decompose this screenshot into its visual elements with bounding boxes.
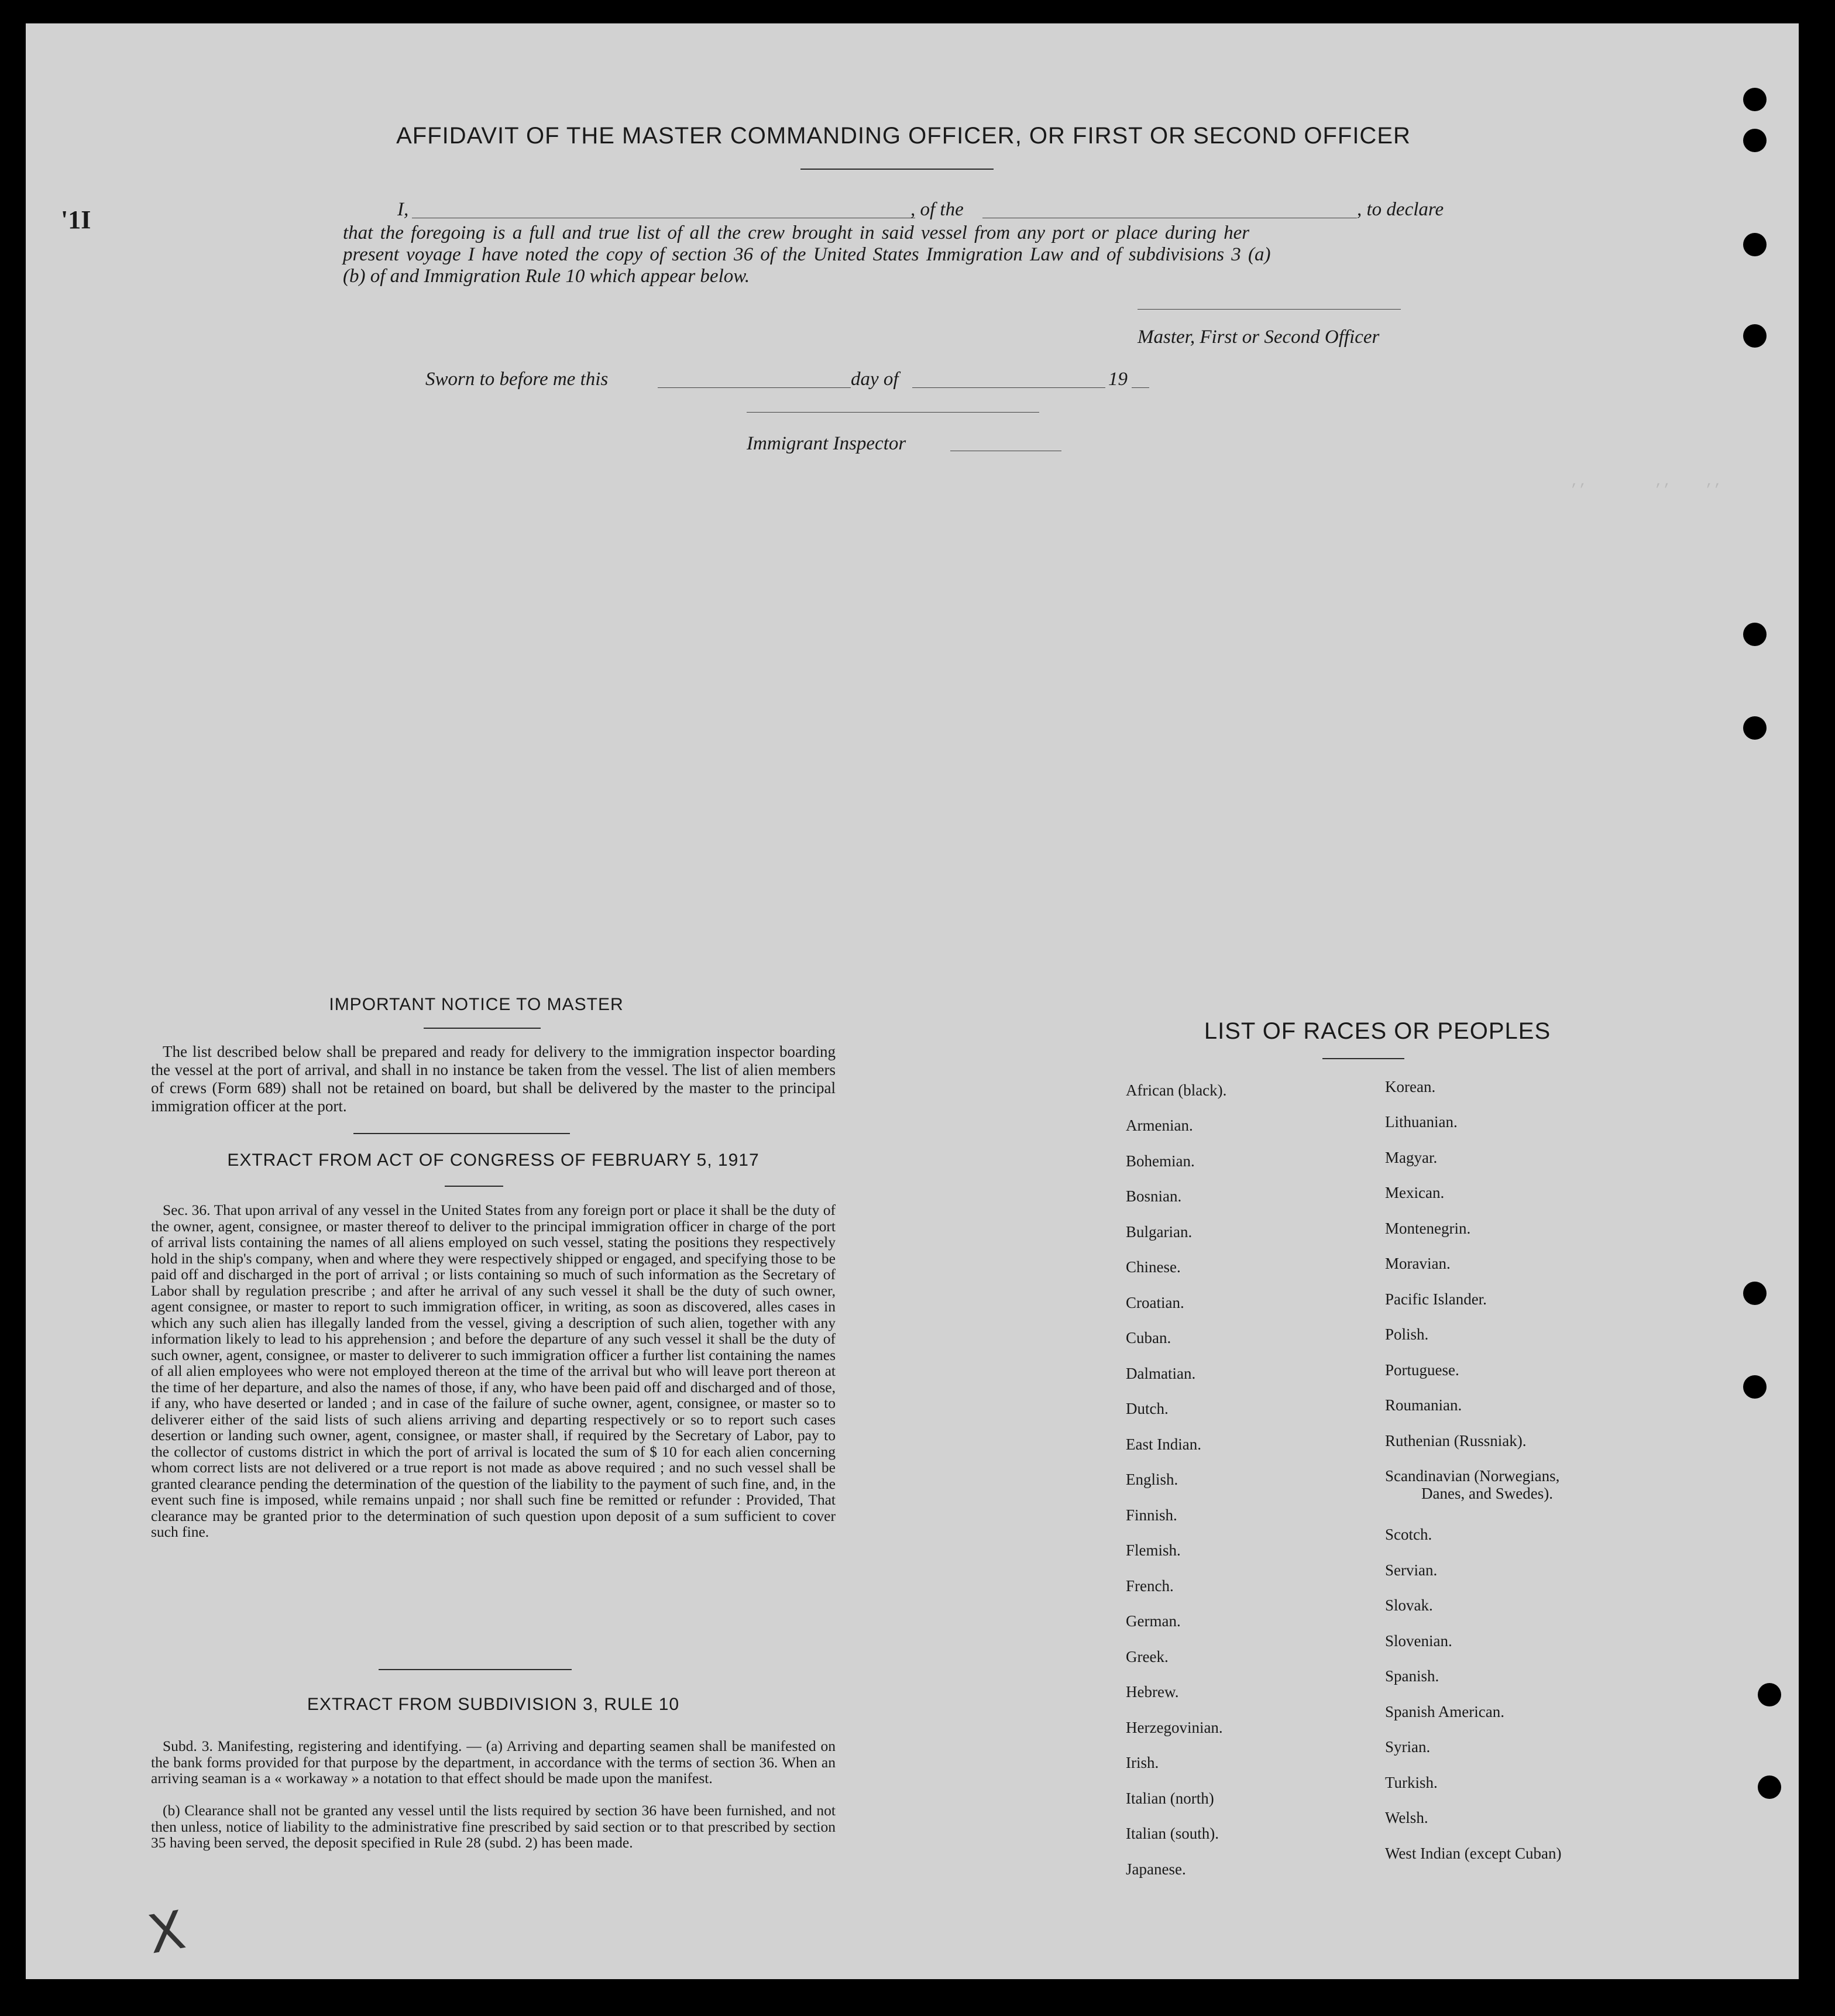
race-item: Spanish. <box>1385 1667 1439 1685</box>
race-item: Italian (north) <box>1126 1790 1214 1807</box>
affidavit-of-the-label: , of the <box>910 199 964 220</box>
race-item: Ruthenian (Russniak). <box>1385 1432 1527 1450</box>
punch-hole-icon <box>1758 1683 1781 1706</box>
affidavit-i-label: I, <box>397 199 409 220</box>
race-item: Moravian. <box>1385 1255 1451 1272</box>
extract-act-rule <box>445 1186 503 1187</box>
section-divider <box>379 1669 572 1670</box>
day-of-label: day of <box>851 369 899 390</box>
sworn-label: Sworn to before me this <box>425 369 609 390</box>
race-item: Magyar. <box>1385 1149 1438 1166</box>
race-item: Syrian. <box>1385 1738 1431 1756</box>
signature-label: Master, First or Second Officer <box>1138 327 1380 348</box>
punch-hole-icon <box>1743 623 1767 646</box>
race-item: Flemish. <box>1126 1541 1181 1559</box>
extract-act-title: EXTRACT FROM ACT OF CONGRESS OF FEBRUARY 5, 1917 <box>227 1150 760 1170</box>
punch-hole-icon <box>1743 88 1767 111</box>
race-item: English. <box>1126 1471 1178 1488</box>
race-item: Scotch. <box>1385 1526 1432 1543</box>
notice-title: IMPORTANT NOTICE TO MASTER <box>329 995 624 1014</box>
races-title: LIST OF RACES OR PEOPLES <box>1204 1018 1551 1044</box>
race-item: Armenian. <box>1126 1117 1193 1134</box>
title-rule <box>800 169 994 170</box>
race-item: Lithuanian. <box>1385 1113 1458 1131</box>
month-field-line <box>912 387 1105 388</box>
race-item: Welsh. <box>1385 1809 1428 1826</box>
race-item: Slovak. <box>1385 1596 1433 1614</box>
extract-rule-para-b: (b) Clearance shall not be granted any vessel until the lists required by section 36 have been furnished, and not then unless, notice of liability to the administrative fine prescribed by said section or to that prescribed by section 35 having been served, the deposit specified in Rule 28 (subd. 2) has been made. <box>151 1802 836 1851</box>
notice-body: The list described below shall be prepared and ready for delivery to the immigration inspector boarding the vessel at the port of arrival, and shall in no instance be taken from the vessel. The list of alien members of crews (Form 689) shall not be retained on board, but shall be delivered by the master to the principal immigration officer at the port. <box>151 1043 836 1115</box>
race-item: Bohemian. <box>1126 1152 1195 1170</box>
section-divider <box>353 1133 570 1134</box>
notice-rule <box>424 1028 541 1029</box>
inspector-signature-line <box>747 412 1039 413</box>
inspector-label: Immigrant Inspector <box>747 433 906 454</box>
race-item: Mexican. <box>1385 1184 1445 1201</box>
race-item: Korean. <box>1385 1078 1436 1095</box>
race-item: Italian (south). <box>1126 1825 1219 1842</box>
race-item: Bulgarian. <box>1126 1223 1193 1241</box>
bleed-through-marks: ,, ,, ,, <box>1571 474 1723 490</box>
race-item: Slovenian. <box>1385 1632 1452 1650</box>
race-item: Danes, and Swedes). <box>1421 1485 1553 1502</box>
race-item: Montenegrin. <box>1385 1220 1471 1237</box>
race-item: Chinese. <box>1126 1258 1181 1276</box>
affidavit-title: AFFIDAVIT OF THE MASTER COMMANDING OFFICER, OR FIRST OR SECOND OFFICER <box>396 123 1411 149</box>
extract-act-body: Sec. 36. That upon arrival of any vessel in the United States from any foreign port or place it shall be the duty of the owner, agent, consignee, or master thereof to deliver to the principal immigration officer in charge of the port of arrival lists containing the names of all aliens employed on such vessel, stating the positions they respectively hold in the ship's company, when and where they were respectively shipped or engaged, and specifying those to be paid off and discharged in the port of arrival ; or lists containing so much of such information as the Secretary of Labor shall by regulation prescribe ; and after he arrival of any such vessel it shall be the duty of such owner, agent consignee, or master to report to such immigration officer, in writing, as soon as discovered, alles cases in which any such alien has illegally landed from the vessel, giving a description of such alien, together with any information likely to lead to his apprehension ; and before the departure of any such vessel it shall be the duty of such owner, agent, consignee, or master to deliverer to such immigration officer a further list containing the names of all alien employees who were not employed thereon at the time of the arrival but who will leave port thereon at the time of her departure, and also the names of those, if any, who have been paid off and discharged and of those, if any, who have deserted or landed ; and in case of the failure of suche owner, agent, consignee, or master so to deliverer either of the said lists of such aliens arriving and departing respectively or so to report such cases desertion or landing such owner, agent, consignee, or master shall, if required by the Secretary of Labor, pay to the collector of customs district in which the port of arrival is located the sum of $ 10 for each alien concerning whom correct lists are not delivered or a true report is not made as above required ; and no such vessel shall be granted clearance pending the determination of the question of the liability to the payment of such fine, and, in the event such fine is imposed, while remains unpaid ; nor shall such fine be remitted or refunder : Provided, That clearance may be granted prior to the determination of such question upon deposit of a sum sufficient to cover such fine. <box>151 1201 836 1540</box>
race-item: West Indian (except Cuban) <box>1385 1845 1562 1862</box>
year-field-line <box>1132 387 1149 388</box>
race-item: Hebrew. <box>1126 1683 1179 1701</box>
race-item: Dalmatian. <box>1126 1365 1196 1382</box>
race-item: Irish. <box>1126 1754 1159 1771</box>
race-item: French. <box>1126 1577 1174 1595</box>
race-item: Cuban. <box>1126 1329 1171 1347</box>
extract-rule-para-a: Subd. 3. Manifesting, registering and identifying. — (a) Arriving and departing seamen shall be manifested on the bank forms provided for that purpose by the department, in accordance with the terms of section 36. When an arriving seaman is a « workaway » a notation to that effect should be made upon the manifest. <box>151 1737 836 1787</box>
race-item: Polish. <box>1385 1325 1429 1343</box>
race-item: German. <box>1126 1612 1181 1630</box>
extract-rule-title: EXTRACT FROM SUBDIVISION 3, RULE 10 <box>307 1695 680 1714</box>
affidavit-to-declare-label: , to declare <box>1357 199 1444 220</box>
affidavit-line-3: (b) of and Immigration Rule 10 which appear below. <box>343 266 750 287</box>
race-item: Bosnian. <box>1126 1187 1182 1205</box>
margin-mark: '1I <box>61 205 91 234</box>
day-field-line <box>658 387 851 388</box>
punch-hole-icon <box>1743 716 1767 740</box>
year-prefix: 19 <box>1108 369 1128 390</box>
punch-hole-icon <box>1743 1375 1767 1399</box>
race-item: African (black). <box>1126 1081 1227 1099</box>
race-item: Pacific Islander. <box>1385 1290 1487 1308</box>
document-page <box>26 23 1799 1979</box>
punch-hole-icon <box>1743 129 1767 152</box>
race-item: Finnish. <box>1126 1506 1177 1524</box>
punch-hole-icon <box>1743 324 1767 348</box>
race-item: Servian. <box>1385 1561 1438 1579</box>
race-item: Scandinavian (Norwegians, <box>1385 1467 1560 1485</box>
race-item: Portuguese. <box>1385 1361 1459 1379</box>
signature-line <box>1138 309 1401 310</box>
punch-hole-icon <box>1743 233 1767 256</box>
races-rule <box>1322 1058 1404 1059</box>
race-item: Dutch. <box>1126 1400 1169 1417</box>
race-item: Japanese. <box>1126 1860 1186 1878</box>
race-item: Spanish American. <box>1385 1703 1504 1720</box>
punch-hole-icon <box>1743 1282 1767 1305</box>
race-item: Turkish. <box>1385 1774 1438 1791</box>
race-item: Herzegovinian. <box>1126 1719 1223 1736</box>
race-item: Greek. <box>1126 1648 1169 1665</box>
race-item: East Indian. <box>1126 1435 1201 1453</box>
affidavit-line-1: that the foregoing is a full and true list of all the crew brought in said vessel from any port or place during her <box>343 222 1250 243</box>
race-item: Roumanian. <box>1385 1396 1462 1414</box>
bottom-mark: X <box>143 1899 190 1966</box>
race-item: Croatian. <box>1126 1294 1184 1311</box>
affidavit-line-2: present voyage I have noted the copy of section 36 of the United States Immigration Law and of subdivisions 3 (a) <box>343 244 1271 265</box>
punch-hole-icon <box>1758 1775 1781 1799</box>
